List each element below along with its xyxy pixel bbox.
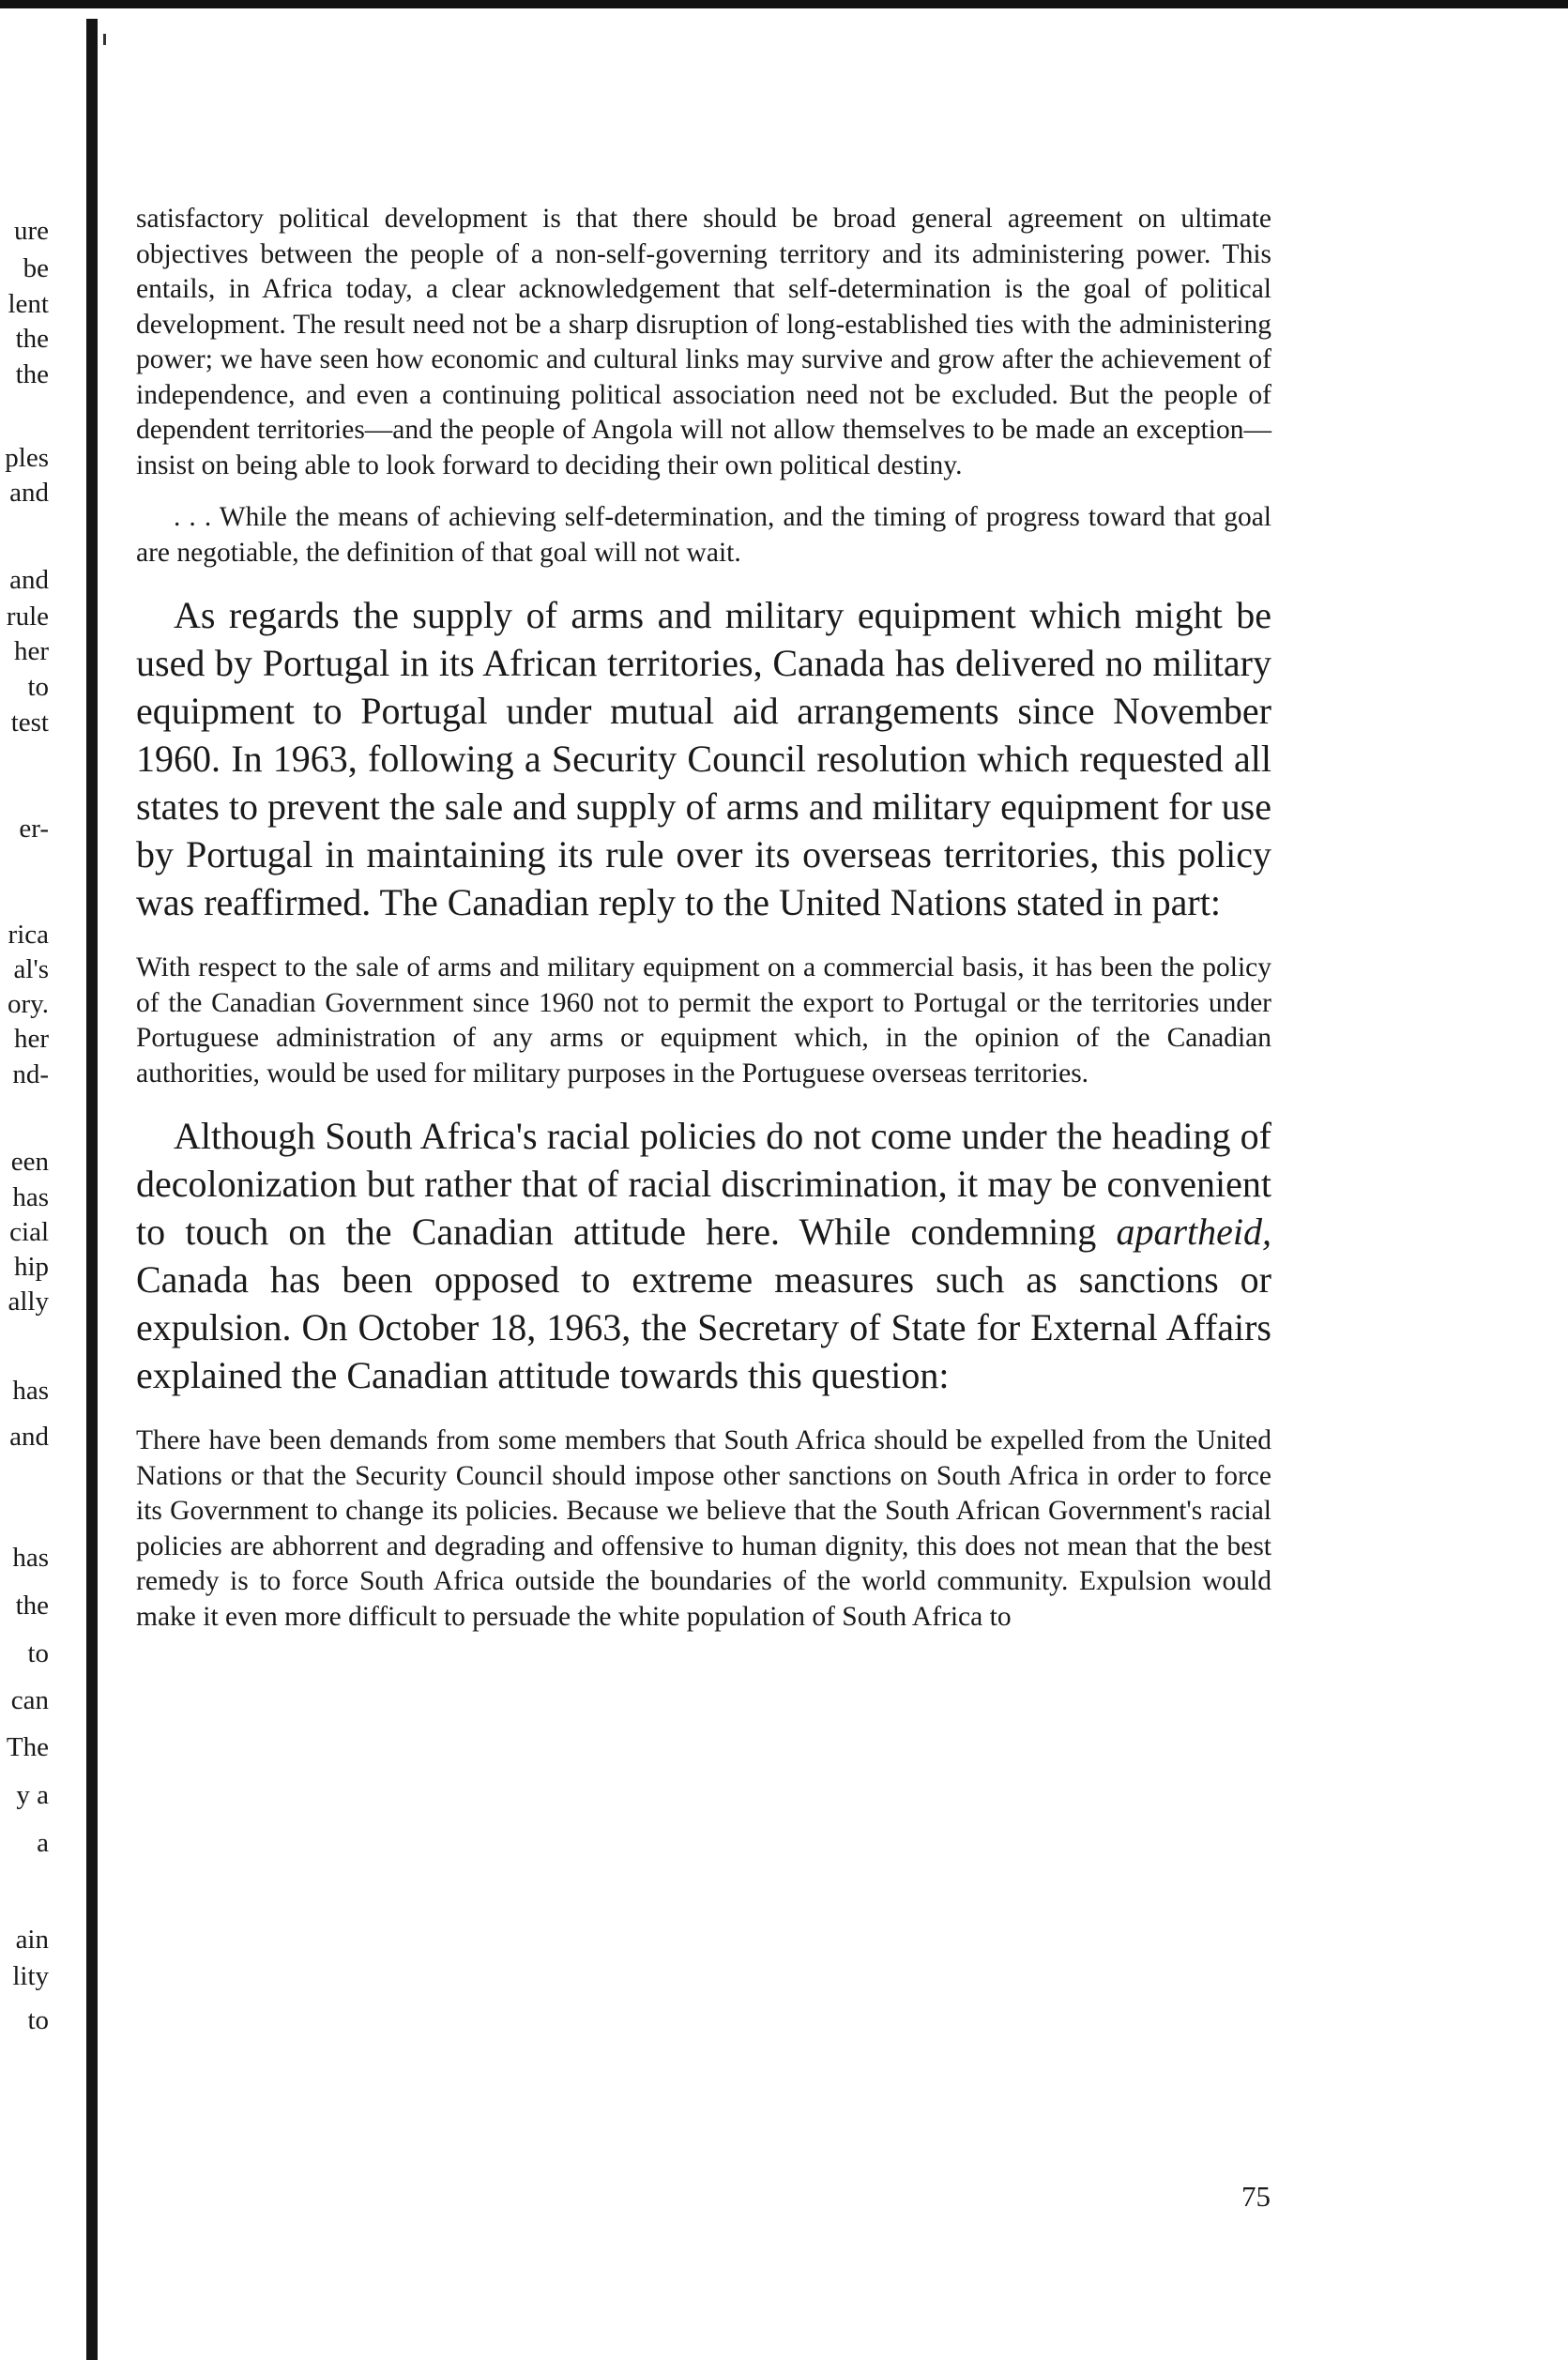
- quote-paragraph: . . . While the means of achieving self-determination, and the timing of progress toward that goal are negotiable, the definition of that goal will not wait.: [136, 502, 1271, 568]
- quote-paragraph: satisfactory political development is that there should be broad general agreement on ultimate objectives between the people of a non-self-governing territory and its administering power. This entails, in Africa today, a clear acknowledgement that self-determination is the goal of political development. The result need not be a sharp disruption of long-established ties with the administering power; we have seen how economic and cultural links may survive and grow after the achievement of independence, and even a continuing political association need not be excluded. But the people of dependent territories—and the people of Angola will not allow themselves to be made an exception—insist on being able to look forward to deciding their own political destiny.: [136, 204, 1271, 480]
- facing-page-fragment: al's: [13, 954, 49, 984]
- body-text-segment: Although South Africa's racial policies do not come under the heading of decolonization but rather that of racial discrimination, it may be convenient to touch on the Canadian attitude here. While condemning: [136, 1115, 1271, 1253]
- facing-page-fragment: the: [15, 359, 49, 389]
- facing-page-fragment: rica: [8, 920, 49, 950]
- body-paragraph: [136, 1112, 1271, 1399]
- facing-page-fragment: the: [15, 324, 49, 354]
- page-number: 75: [1241, 2180, 1271, 2213]
- facing-page-fragment: y a: [16, 1780, 49, 1810]
- facing-page-fragment: ain: [15, 1925, 49, 1955]
- facing-page-fragment: to: [27, 1638, 49, 1668]
- body-text-segment: Canada has been opposed to extreme measures such as sanctions or expulsion. On October 18, 1963, the Secretary of State for External Affairs explained the Canadian attitude towards this question:: [136, 1258, 1271, 1396]
- book-binding-shadow: [86, 19, 98, 2360]
- facing-page-fragment: to: [27, 2005, 49, 2035]
- facing-page-fragment: rule: [6, 601, 49, 632]
- quote-paragraph: There have been demands from some members that South Africa should be expelled from the United Nations or that the Security Council should impose other sanctions on South Africa in order to force its Government to change its policies. Because we believe that the South African Government's racial policies are abhorrent and degrading and offensive to human dignity, this does not mean that the best remedy is to force South Africa outside the boundaries of the world community. Expulsion would make it even more difficult to persuade the white population of South Africa to: [136, 1425, 1271, 1632]
- italic-term: apartheid,: [1116, 1210, 1271, 1253]
- facing-page-fragment: ples: [5, 443, 49, 473]
- facing-page-fragment: and: [9, 478, 49, 508]
- page-top-edge: [0, 0, 1568, 8]
- facing-page-fragment: her: [13, 636, 49, 666]
- facing-page-fragment: hip: [13, 1252, 49, 1282]
- facing-page-fragment: the: [15, 1591, 49, 1621]
- facing-page-fragment: cial: [9, 1217, 49, 1247]
- facing-page-fragment: ure: [13, 216, 49, 246]
- facing-page-fragment: to: [27, 672, 49, 702]
- facing-page-fragment: her: [13, 1024, 49, 1054]
- facing-page-fragment: test: [10, 708, 49, 738]
- facing-page-fragment: and: [9, 565, 49, 595]
- facing-page-fragment: een: [10, 1147, 49, 1177]
- facing-page-fragment: a: [37, 1828, 49, 1858]
- quote-paragraph: With respect to the sale of arms and military equipment on a commercial basis, it has been the policy of the Canadian Government since 1960 not to permit the export to Portugal or the territories under Portuguese administration of any arms or equipment which, in the opinion of the Canadian authorities, would be used for military purposes in the Portuguese overseas territories.: [136, 952, 1271, 1089]
- binding-mark: [103, 34, 106, 45]
- facing-page-fragment: lity: [12, 1961, 49, 1991]
- facing-page-fragment: ally: [8, 1287, 49, 1317]
- facing-page-fragment: er-: [19, 814, 49, 844]
- body-paragraph: As regards the supply of arms and military equipment which might be used by Portugal in its African territories, Canada has delivered no military equipment to Portugal under mutual aid arrangements since November 1960. In 1963, following a Security Council resolution which requested all states to prevent the sale and supply of arms and military equipment for use by Portugal in maintaining its rule over its overseas territories, this policy was reaffirmed. The Canadian reply to the United Nations stated in part:: [136, 594, 1271, 923]
- facing-page-fragment: has: [12, 1182, 49, 1212]
- facing-page-fragment: The: [6, 1732, 49, 1762]
- facing-page-fragment: can: [10, 1685, 49, 1715]
- facing-page-fragment: has: [12, 1376, 49, 1406]
- facing-page-fragment: has: [12, 1543, 49, 1573]
- facing-page-fragment: lent: [8, 289, 49, 319]
- facing-page-fragment: nd-: [12, 1059, 49, 1089]
- facing-page-fragment: ory.: [7, 989, 49, 1019]
- page-content: [136, 202, 1271, 1635]
- facing-page-margin: [0, 0, 58, 2360]
- facing-page-fragment: be: [23, 253, 49, 283]
- facing-page-fragment: and: [9, 1422, 49, 1452]
